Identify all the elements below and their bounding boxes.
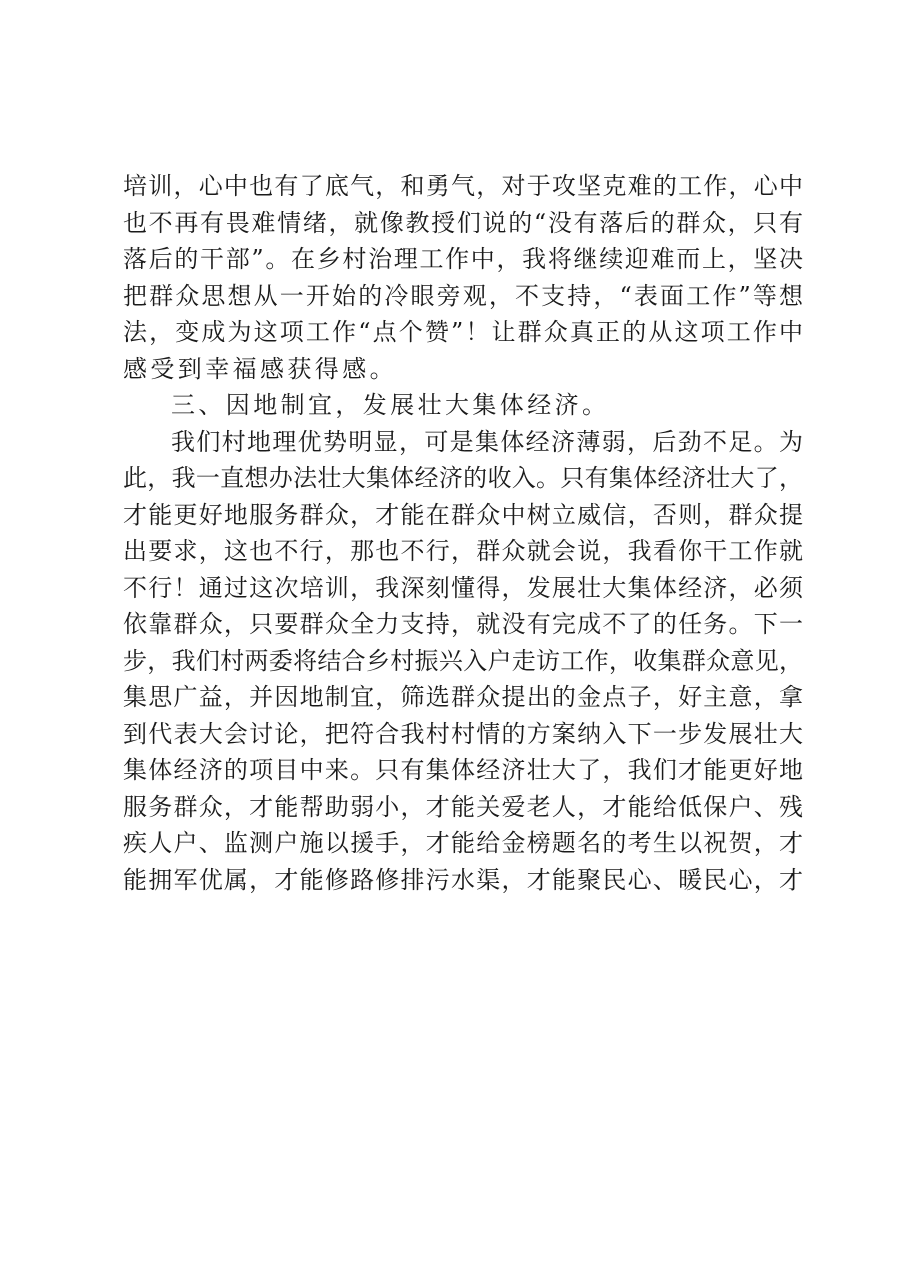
text-line: 也不再有畏难情绪，就像教授们说的“没有落后的群众，只有 <box>123 208 803 237</box>
text-line: 到代表大会讨论，把符合我村村情的方案纳入下一步发展壮大 <box>123 719 803 748</box>
text-line: 服务群众，才能帮助弱小，才能关爱老人，才能给低保户、残 <box>123 792 803 821</box>
text-line: 才能更好地服务群众，才能在群众中树立威信，否则，群众提 <box>123 500 803 529</box>
section-heading: 三、因地制宜，发展壮大集体经济。 <box>171 391 610 419</box>
text-line: 培训，心中也有了底气，和勇气，对于攻坚克难的工作，心中 <box>123 172 803 200</box>
text-line: 出要求，这也不行，那也不行，群众就会说，我看你干工作就 <box>123 537 803 565</box>
text-line: 感受到幸福感获得感。 <box>123 354 397 383</box>
text-line: 我们村地理优势明显，可是集体经济薄弱，后劲不足。为 <box>171 427 803 456</box>
body-text <box>123 168 803 898</box>
text-line: 把群众思想从一开始的冷眼旁观，不支持，“表面工作”等想 <box>123 281 803 310</box>
text-line: 步，我们村两委将结合乡村振兴入户走访工作，收集群众意见， <box>123 646 803 675</box>
text-line: 依靠群众，只要群众全力支持，就没有完成不了的任务。下一 <box>123 610 803 638</box>
text-line: 法，变成为这项工作“点个赞”！让群众真正的从这项工作中 <box>123 318 803 346</box>
text-line: 落后的干部”。在乡村治理工作中，我将继续迎难而上，坚决 <box>123 245 803 273</box>
text-line: 集思广益，并因地制宜，筛选群众提出的金点子，好主意，拿 <box>123 683 803 711</box>
text-line: 能拥军优属，才能修路修排污水渠，才能聚民心、暖民心，才 <box>123 865 803 894</box>
text-line: 集体经济的项目中来。只有集体经济壮大了，我们才能更好地 <box>123 756 803 784</box>
text-line: 不行！通过这次培训，我深刻懂得，发展壮大集体经济，必须 <box>123 573 803 602</box>
text-line: 疾人户、监测户施以援手，才能给金榜题名的考生以祝贺，才 <box>123 829 803 857</box>
text-line: 此，我一直想办法壮大集体经济的收入。只有集体经济壮大了， <box>123 464 803 492</box>
